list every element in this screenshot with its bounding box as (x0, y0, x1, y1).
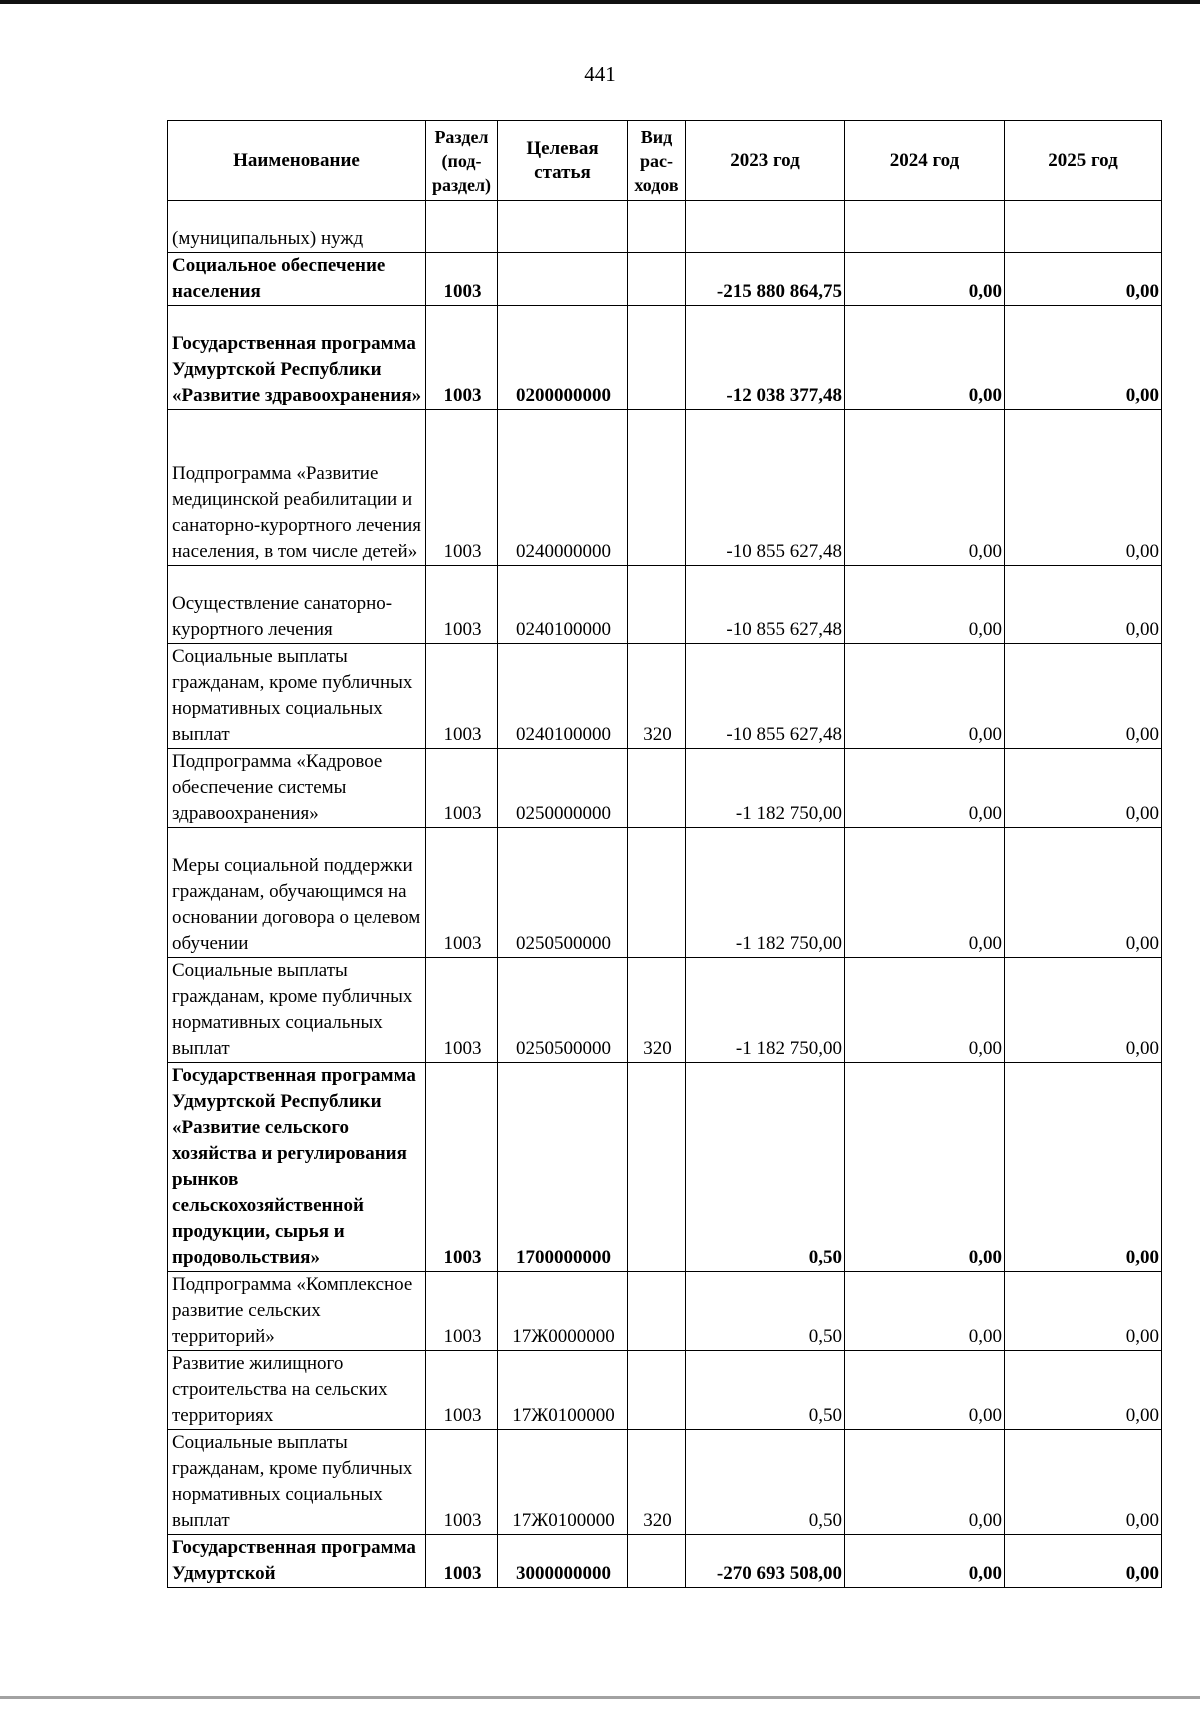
row-value-2024: 0,00 (845, 410, 1005, 566)
row-value-2023: -10 855 627,48 (686, 410, 845, 566)
row-section: 1003 (426, 1063, 498, 1272)
row-value-2025: 0,00 (1005, 410, 1162, 566)
row-value-2025: 0,00 (1005, 306, 1162, 410)
row-value-2023: -215 880 864,75 (686, 253, 845, 306)
row-target-article: 0250000000 (498, 749, 628, 828)
row-target-article: 17Ж0100000 (498, 1351, 628, 1430)
row-value-2025: 0,00 (1005, 958, 1162, 1063)
header-section-line: раздел) (431, 174, 492, 195)
budget-table (167, 120, 1162, 1588)
row-expense-type (628, 306, 686, 410)
row-name: Государственная программа Удмуртской (168, 1535, 426, 1588)
scan-edge-top (0, 0, 1200, 4)
header-section-line: Раздел (434, 126, 489, 147)
row-section: 1003 (426, 566, 498, 644)
row-value-2025: 0,00 (1005, 1272, 1162, 1351)
row-value-2023: -10 855 627,48 (686, 566, 845, 644)
row-section (426, 201, 498, 253)
row-expense-type (628, 828, 686, 958)
row-target-article: 1700000000 (498, 1063, 628, 1272)
row-section: 1003 (426, 253, 498, 306)
row-value-2023: -12 038 377,48 (686, 306, 845, 410)
row-name: Социальные выплаты гражданам, кроме публичных нормативных социальных выплат (168, 1430, 426, 1535)
table-row (168, 644, 1162, 749)
row-expense-type (628, 1351, 686, 1430)
row-value-2023: 0,50 (686, 1063, 845, 1272)
row-value-2023: 0,50 (686, 1430, 845, 1535)
row-value-2024: 0,00 (845, 1063, 1005, 1272)
row-value-2024: 0,00 (845, 828, 1005, 958)
row-value-2025: 0,00 (1005, 644, 1162, 749)
row-section: 1003 (426, 1535, 498, 1588)
row-section: 1003 (426, 1272, 498, 1351)
row-name: Развитие жилищного строительства на сельских территориях (168, 1351, 426, 1430)
table-row (168, 1063, 1162, 1272)
row-target-article: 0200000000 (498, 306, 628, 410)
page-number: 441 (584, 62, 616, 86)
header-2025: 2025 год (1005, 121, 1162, 201)
row-expense-type (628, 1063, 686, 1272)
table-row (168, 1351, 1162, 1430)
row-value-2024: 0,00 (845, 1430, 1005, 1535)
row-value-2023: -10 855 627,48 (686, 644, 845, 749)
row-value-2025: 0,00 (1005, 253, 1162, 306)
table-row (168, 1535, 1162, 1588)
row-expense-type (628, 1272, 686, 1351)
header-target-line: Целевая (526, 137, 599, 159)
table-row (168, 958, 1162, 1063)
row-value-2024: 0,00 (845, 1351, 1005, 1430)
table-row (168, 253, 1162, 306)
row-target-article: 17Ж0000000 (498, 1272, 628, 1351)
row-name: Осуществление санаторно-курортного лечения (168, 566, 426, 644)
row-target-article: 17Ж0100000 (498, 1430, 628, 1535)
header-expense-type (628, 121, 686, 201)
row-value-2023 (686, 201, 845, 253)
row-target-article: 3000000000 (498, 1535, 628, 1588)
row-value-2025 (1005, 201, 1162, 253)
header-section-line: (под- (441, 150, 482, 171)
header-expense-line: рас- (640, 150, 673, 171)
row-target-article: 0240100000 (498, 566, 628, 644)
header-expense-line: Вид (640, 126, 673, 147)
row-value-2023: 0,50 (686, 1272, 845, 1351)
row-section: 1003 (426, 958, 498, 1063)
row-value-2023: -1 182 750,00 (686, 958, 845, 1063)
header-2024: 2024 год (845, 121, 1005, 201)
row-value-2025: 0,00 (1005, 1063, 1162, 1272)
row-expense-type (628, 566, 686, 644)
row-name: Подпрограмма «Развитие медицинской реабилитации и санаторно-курортного лечения населения, в том числе детей» (168, 410, 426, 566)
row-value-2025: 0,00 (1005, 1430, 1162, 1535)
row-name: Социальное обеспечение населения (168, 253, 426, 306)
row-value-2025: 0,00 (1005, 1351, 1162, 1430)
header-row (168, 121, 1162, 201)
row-expense-type (628, 253, 686, 306)
row-value-2023: -270 693 508,00 (686, 1535, 845, 1588)
row-value-2023: -1 182 750,00 (686, 828, 845, 958)
row-name: (муниципальных) нужд (168, 201, 426, 253)
row-value-2025: 0,00 (1005, 566, 1162, 644)
row-section: 1003 (426, 410, 498, 566)
row-value-2025: 0,00 (1005, 749, 1162, 828)
row-value-2024: 0,00 (845, 958, 1005, 1063)
row-value-2024: 0,00 (845, 1535, 1005, 1588)
row-name: Государственная программа Удмуртской Республики «Развитие здравоохранения» (168, 306, 426, 410)
row-name: Государственная программа Удмуртской Республики «Развитие сельского хозяйства и регулирования рынков сельскохозяйственной продукции, сырья и продовольствия» (168, 1063, 426, 1272)
table-row (168, 828, 1162, 958)
row-name: Подпрограмма «Комплексное развитие сельских территорий» (168, 1272, 426, 1351)
row-section: 1003 (426, 306, 498, 410)
table-row (168, 410, 1162, 566)
row-value-2025: 0,00 (1005, 828, 1162, 958)
row-expense-type (628, 749, 686, 828)
row-value-2024: 0,00 (845, 306, 1005, 410)
table-row (168, 566, 1162, 644)
row-section: 1003 (426, 644, 498, 749)
header-expense-line: ходов (634, 174, 679, 195)
row-value-2024: 0,00 (845, 644, 1005, 749)
row-name: Социальные выплаты гражданам, кроме публичных нормативных социальных выплат (168, 958, 426, 1063)
row-value-2024: 0,00 (845, 749, 1005, 828)
row-target-article (498, 201, 628, 253)
header-section (426, 121, 498, 201)
table-row (168, 1272, 1162, 1351)
row-value-2024 (845, 201, 1005, 253)
table-row (168, 1430, 1162, 1535)
scan-edge-bottom (0, 1696, 1200, 1699)
row-value-2024: 0,00 (845, 566, 1005, 644)
row-expense-type: 320 (628, 958, 686, 1063)
row-section: 1003 (426, 1430, 498, 1535)
row-value-2024: 0,00 (845, 1272, 1005, 1351)
row-value-2024: 0,00 (845, 253, 1005, 306)
header-name: Наименование (168, 121, 426, 201)
row-name: Меры социальной поддержки гражданам, обучающимся на основании договора о целевом обучении (168, 828, 426, 958)
row-expense-type (628, 201, 686, 253)
row-expense-type: 320 (628, 644, 686, 749)
row-expense-type: 320 (628, 1430, 686, 1535)
row-target-article: 0250500000 (498, 958, 628, 1063)
table-row (168, 306, 1162, 410)
row-value-2023: 0,50 (686, 1351, 845, 1430)
row-target-article: 0240000000 (498, 410, 628, 566)
row-name: Социальные выплаты гражданам, кроме публичных нормативных социальных выплат (168, 644, 426, 749)
row-section: 1003 (426, 828, 498, 958)
header-2023: 2023 год (686, 121, 845, 201)
row-section: 1003 (426, 1351, 498, 1430)
row-expense-type (628, 410, 686, 566)
row-value-2023: -1 182 750,00 (686, 749, 845, 828)
table-row (168, 201, 1162, 253)
table-row (168, 749, 1162, 828)
row-target-article: 0240100000 (498, 644, 628, 749)
row-value-2025: 0,00 (1005, 1535, 1162, 1588)
row-target-article (498, 253, 628, 306)
header-target-line: статья (534, 161, 591, 183)
row-target-article: 0250500000 (498, 828, 628, 958)
row-expense-type (628, 1535, 686, 1588)
row-name: Подпрограмма «Кадровое обеспечение системы здравоохранения» (168, 749, 426, 828)
header-target-article (498, 121, 628, 201)
row-section: 1003 (426, 749, 498, 828)
